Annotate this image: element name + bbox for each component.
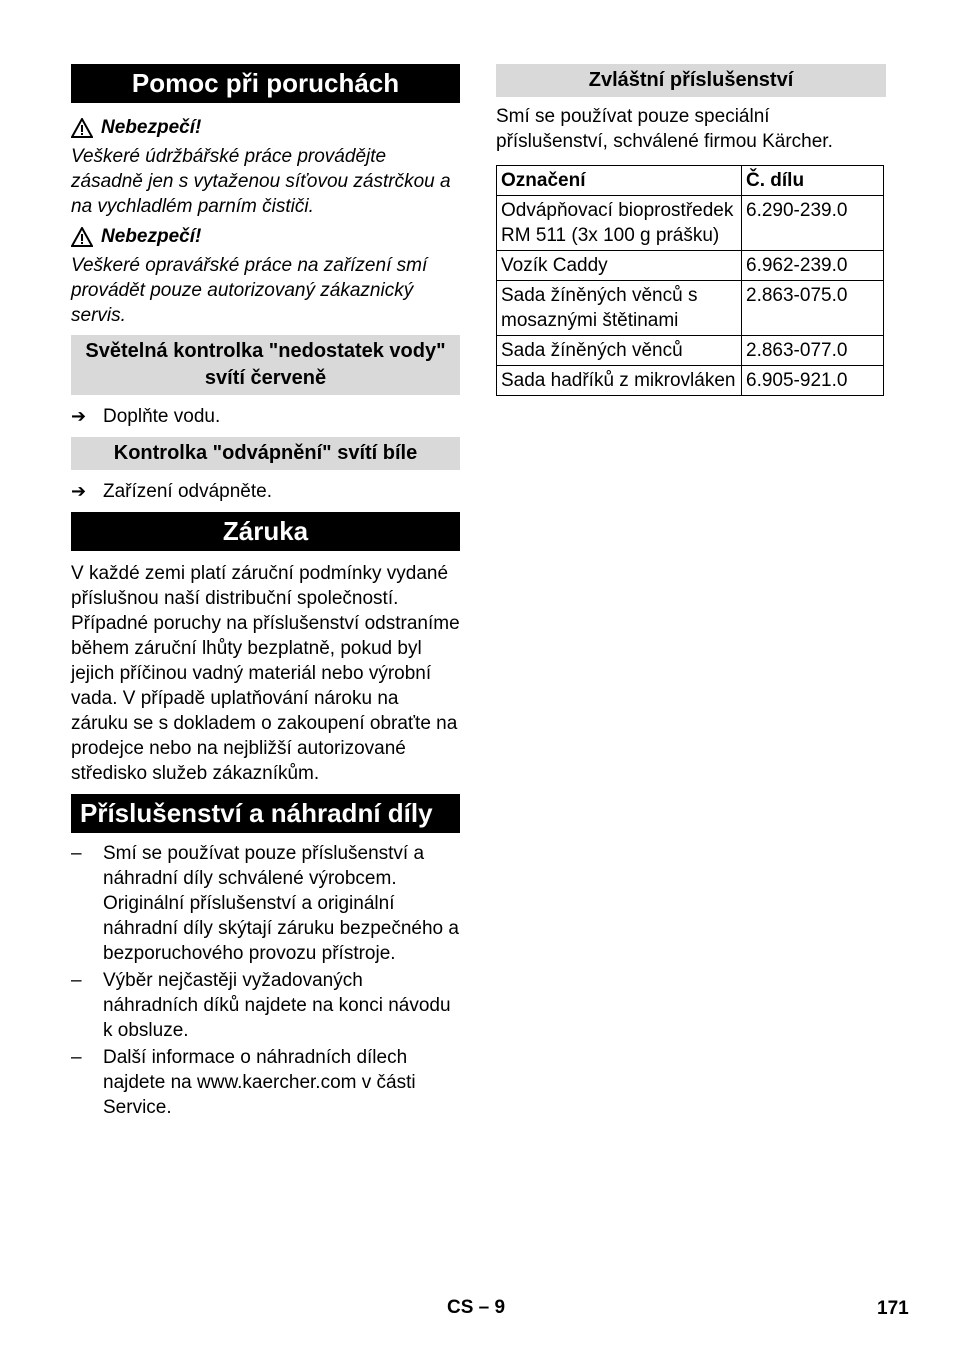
section-title-special-accessories: Zvláštní příslušenství xyxy=(496,64,886,97)
right-column xyxy=(496,64,886,396)
table-cell: Sada hadříků z mikrovláken xyxy=(497,366,742,396)
left-column xyxy=(71,64,460,1122)
arrow-right-icon: ➔ xyxy=(71,481,87,501)
table-row xyxy=(497,281,884,336)
section-title-accessories: Příslušenství a náhradní díly xyxy=(71,794,460,833)
list-item-text: Další informace o náhradních dílech najdete na www.kaercher.com v části Service. xyxy=(103,1047,416,1118)
accessory-list xyxy=(71,841,460,1120)
warning-triangle-icon xyxy=(71,118,93,138)
danger-label: Nebezpečí! xyxy=(101,226,202,247)
table-cell: 6.905-921.0 xyxy=(742,366,884,396)
danger-label: Nebezpečí! xyxy=(101,117,202,138)
list-item: – Další informace o náhradních dílech najdete na www.kaercher.com v části Service. xyxy=(71,1045,460,1120)
table-cell: 2.863-077.0 xyxy=(742,336,884,366)
table-header: Označení xyxy=(497,166,742,196)
warning-triangle-icon xyxy=(71,227,93,247)
table-cell: 6.962-239.0 xyxy=(742,251,884,281)
table-cell: 2.863-075.0 xyxy=(742,281,884,336)
subsection-water-shortage: Světelná kontrolka "nedostatek vody" svítí červeně xyxy=(71,335,460,395)
action-descale xyxy=(71,479,460,504)
table-cell: Odvápňovací bioprostředek RM 511 (3x 100 g prášku) xyxy=(497,196,742,251)
special-accessories-intro: Smí se používat pouze speciální příslušenství, schválené firmou Kärcher. xyxy=(496,106,833,152)
danger-text-2: Veškeré opravářské práce na zařízení smí provádět pouze autorizovaný zákaznický servis. xyxy=(71,255,428,326)
table-row xyxy=(497,251,884,281)
table-cell: Vozík Caddy xyxy=(497,251,742,281)
table-cell: 6.290-239.0 xyxy=(742,196,884,251)
action-add-water xyxy=(71,404,460,429)
table-row xyxy=(497,196,884,251)
section-title-warranty: Záruka xyxy=(71,512,460,551)
list-item: – Výběr nejčastěji vyžadovaných náhradních díků najdete na konci návodu k obsluze. xyxy=(71,968,460,1043)
danger-warning-1 xyxy=(71,115,460,140)
list-item-text: Výběr nejčastěji vyžadovaných náhradních díků najdete na konci návodu k obsluze. xyxy=(103,970,451,1041)
table-row xyxy=(497,366,884,396)
section-title-troubleshooting: Pomoc při poruchách xyxy=(71,64,460,103)
subsection-descaling: Kontrolka "odvápnění" svítí bíle xyxy=(71,437,460,470)
list-item-text: Smí se používat pouze příslušenství a náhradní díly schválené výrobcem. Originální příslušenství a originální náhradní díly skýtají záruku bezpečného a bezporuchového provozu přístroje. xyxy=(103,843,459,964)
danger-warning-2 xyxy=(71,224,460,249)
table-cell: Sada žíněných věnců s mosaznými štětinami xyxy=(497,281,742,336)
action-text: Zařízení odvápněte. xyxy=(103,481,272,502)
arrow-right-icon: ➔ xyxy=(71,406,87,426)
table-row xyxy=(497,336,884,366)
accessories-table xyxy=(496,165,884,396)
table-cell: Sada žíněných věnců xyxy=(497,336,742,366)
action-text: Doplňte vodu. xyxy=(103,406,221,427)
table-header: Č. dílu xyxy=(742,166,884,196)
list-item: – Smí se používat pouze příslušenství a náhradní díly schválené výrobcem. Originální příslušenství a originální náhradní díly skýtají záruku bezpečného a bezporuchového provozu přístroje. xyxy=(71,843,459,964)
footer-language-page: CS – 9 xyxy=(447,1297,506,1318)
warranty-text: V každé zemi platí záruční podmínky vydané příslušnou naší distribuční společností. Případné poruchy na příslušenství odstraníme během záruční lhůty bezplatně, pokud byl jejich příčinou vadný materiál nebo výrobní vada. V případě uplatňování nároku na záruku se s dokladem o zakoupení obraťte na prodejce nebo na nejbližší autorizované středisko služeb zákazníkům. xyxy=(71,563,460,784)
danger-text-1: Veškeré údržbářské práce provádějte zásadně jen s vytaženou síťovou zástrčkou a na vychladlém parním čističi. xyxy=(71,146,451,217)
table-header-row xyxy=(497,166,884,196)
footer-page-number: 171 xyxy=(877,1298,909,1319)
